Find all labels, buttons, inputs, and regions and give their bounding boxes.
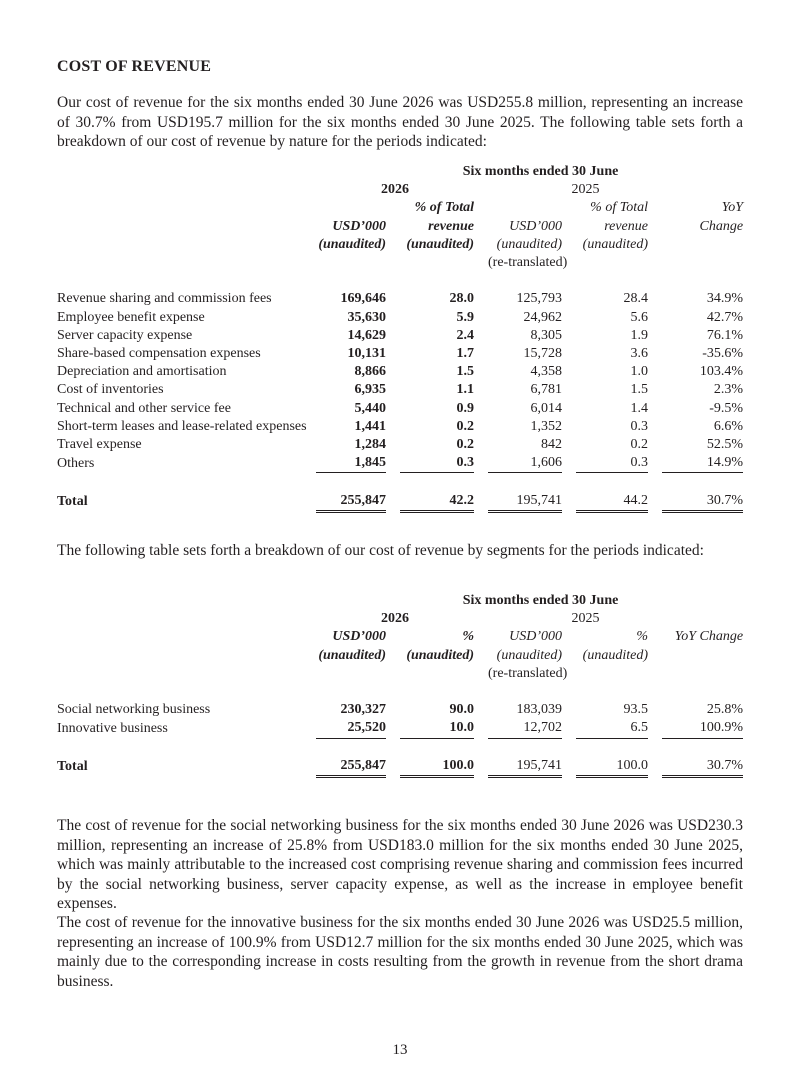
column-header bbox=[393, 254, 481, 272]
blank-cell bbox=[309, 473, 393, 492]
spacer-row bbox=[57, 473, 743, 492]
row-value: 35,630 bbox=[347, 309, 386, 325]
total-value: 195,741 bbox=[481, 757, 569, 777]
column-header-row bbox=[57, 236, 743, 254]
row-value: 1.7 bbox=[456, 346, 474, 362]
table-row bbox=[57, 290, 743, 308]
table-row bbox=[57, 309, 743, 327]
period-header: Six months ended 30 June bbox=[462, 164, 619, 179]
total-value: 30.7% bbox=[655, 492, 743, 512]
column-header bbox=[655, 254, 743, 272]
row-value: 125,793 bbox=[516, 291, 562, 307]
column-header: revenue bbox=[604, 218, 648, 234]
spacer-row bbox=[57, 738, 743, 757]
column-header: YoY Change bbox=[674, 629, 744, 645]
total-value: 44.2 bbox=[569, 492, 655, 512]
blank-cell bbox=[481, 738, 569, 757]
row-value: 4,358 bbox=[530, 364, 562, 380]
blank-cell bbox=[655, 272, 743, 290]
column-header: % of Total bbox=[414, 200, 474, 216]
column-header: (unaudited) bbox=[496, 647, 562, 663]
column-header: % of Total bbox=[590, 200, 648, 216]
row-label: Short-term leases and lease-related expenses bbox=[57, 418, 307, 434]
column-header bbox=[655, 647, 743, 665]
row-value: 183,039 bbox=[516, 702, 562, 718]
column-header: USD’000 bbox=[332, 629, 386, 645]
blank-cell bbox=[309, 683, 393, 701]
row-label: Technical and other service fee bbox=[57, 400, 231, 416]
table-row bbox=[57, 454, 743, 473]
row-value: 1.5 bbox=[456, 364, 474, 380]
total-value: 255,847 bbox=[309, 757, 393, 777]
column-header: (unaudited) bbox=[406, 647, 474, 663]
row-value: 0.2 bbox=[456, 437, 474, 453]
column-header bbox=[569, 254, 655, 272]
row-label: Server capacity expense bbox=[57, 327, 193, 343]
column-header: (unaudited) bbox=[496, 236, 562, 252]
table-row bbox=[57, 327, 743, 345]
row-value: 34.9% bbox=[706, 291, 744, 307]
blank-cell bbox=[57, 181, 309, 199]
blank-cell bbox=[57, 254, 309, 272]
row-value: 15,728 bbox=[523, 346, 562, 362]
column-header: Change bbox=[699, 218, 744, 234]
blank-cell bbox=[393, 272, 481, 290]
row-value: 28.0 bbox=[449, 291, 474, 307]
table-row bbox=[57, 418, 743, 436]
column-header: revenue bbox=[428, 218, 474, 234]
blank-cell bbox=[57, 199, 309, 217]
row-value: 0.3 bbox=[393, 454, 481, 473]
innovative-business-paragraph: The cost of revenue for the innovative business for the six months ended 30 June 2026 was USD25.5 million, representing an increase of 100.9% from USD12.7 million for the six months ended 30 June 2025, which was mainly due to the corresponding increase in costs resulting from the growth in revenue from the short drama business. bbox=[57, 914, 743, 990]
table-row bbox=[57, 436, 743, 454]
row-value: 1,441 bbox=[354, 418, 386, 434]
total-value: 100.0 bbox=[569, 757, 655, 777]
row-value: 1,352 bbox=[530, 418, 562, 434]
row-label: Share-based compensation expenses bbox=[57, 346, 261, 362]
row-value: 76.1% bbox=[706, 327, 744, 343]
year-header-row bbox=[57, 181, 743, 199]
blank-cell bbox=[569, 738, 655, 757]
row-value: 2.4 bbox=[456, 327, 474, 343]
column-header bbox=[481, 199, 569, 217]
column-header bbox=[309, 665, 393, 683]
row-value: 25,520 bbox=[309, 719, 393, 738]
row-value: 52.5% bbox=[706, 437, 744, 453]
total-label: Total bbox=[57, 759, 88, 775]
blank-cell bbox=[393, 683, 481, 701]
column-header: % bbox=[636, 629, 648, 645]
column-header: (unaudited) bbox=[406, 236, 474, 252]
row-value: 6.6% bbox=[713, 418, 744, 434]
row-value: 100.9% bbox=[655, 719, 743, 738]
row-label: Travel expense bbox=[57, 437, 142, 453]
total-value: 100.0 bbox=[393, 757, 481, 777]
blank-cell bbox=[57, 592, 309, 610]
row-value: 6.5 bbox=[569, 719, 655, 738]
spacer-row bbox=[57, 683, 743, 701]
row-value: -35.6% bbox=[702, 346, 744, 362]
blank-cell bbox=[481, 683, 569, 701]
row-value: 8,866 bbox=[354, 364, 386, 380]
segments-intro-paragraph: The following table sets forth a breakdown of our cost of revenue by segments for the periods indicated: bbox=[57, 542, 704, 559]
row-value: 90.0 bbox=[449, 702, 474, 718]
row-value: 6,781 bbox=[530, 382, 562, 398]
blank-cell bbox=[57, 218, 309, 236]
column-header-row bbox=[57, 218, 743, 236]
row-value: 8,305 bbox=[530, 327, 562, 343]
column-header: (unaudited) bbox=[318, 647, 386, 663]
total-value: 42.2 bbox=[393, 492, 481, 512]
blank-cell bbox=[57, 163, 309, 181]
blank-cell bbox=[57, 236, 309, 254]
row-value: 28.4 bbox=[623, 291, 648, 307]
row-value: -9.5% bbox=[709, 400, 744, 416]
row-value: 6,935 bbox=[354, 382, 386, 398]
total-label: Total bbox=[57, 494, 88, 510]
table-row bbox=[57, 719, 743, 738]
column-header: (unaudited) bbox=[582, 236, 648, 252]
row-label: Others bbox=[57, 455, 95, 471]
row-value: 14,629 bbox=[347, 327, 386, 343]
year-prior: 2025 bbox=[571, 182, 600, 198]
blank-cell bbox=[655, 473, 743, 492]
column-header bbox=[655, 665, 743, 683]
row-label: Social networking business bbox=[57, 702, 211, 718]
blank-cell bbox=[569, 272, 655, 290]
column-header: % bbox=[462, 629, 474, 645]
page-number: 13 bbox=[392, 1042, 408, 1058]
column-header: USD’000 bbox=[509, 629, 562, 645]
row-label: Cost of inventories bbox=[57, 382, 164, 398]
row-value: 1,606 bbox=[481, 454, 569, 473]
row-value: 3.6 bbox=[630, 346, 648, 362]
table-row bbox=[57, 363, 743, 381]
column-header: (re-translated) bbox=[488, 665, 568, 681]
total-value: 195,741 bbox=[481, 492, 569, 512]
row-value: 1,845 bbox=[309, 454, 393, 473]
row-value: 0.3 bbox=[569, 454, 655, 473]
row-value: 1.5 bbox=[630, 382, 648, 398]
total-row bbox=[57, 492, 743, 512]
row-value: 0.3 bbox=[630, 418, 648, 434]
row-value: 24,962 bbox=[523, 309, 562, 325]
total-value: 255,847 bbox=[309, 492, 393, 512]
table-row bbox=[57, 701, 743, 719]
row-value: 93.5 bbox=[623, 702, 648, 718]
row-value: 1.9 bbox=[630, 327, 648, 343]
period-header: Six months ended 30 June bbox=[462, 593, 619, 608]
section-heading: COST OF REVENUE bbox=[57, 58, 212, 75]
row-value: 10.0 bbox=[393, 719, 481, 738]
column-header: (unaudited) bbox=[318, 236, 386, 252]
blank-cell bbox=[57, 628, 309, 646]
blank-cell bbox=[57, 272, 309, 290]
row-value: 1.0 bbox=[630, 364, 648, 380]
column-header-row bbox=[57, 628, 743, 646]
intro-paragraph: Our cost of revenue for the six months ended 30 June 2026 was USD255.8 million, representing an increase of 30.7% from USD195.7 million for the six months ended 30 June 2025. The following table sets forth a breakdown of our cost of revenue by nature for the periods indicated: bbox=[57, 94, 743, 150]
blank-cell bbox=[57, 738, 309, 757]
blank-cell bbox=[393, 738, 481, 757]
blank-cell bbox=[57, 683, 309, 701]
year-prior: 2025 bbox=[571, 611, 600, 627]
row-value: 42.7% bbox=[706, 309, 744, 325]
column-header bbox=[309, 199, 393, 217]
row-value: 6,014 bbox=[530, 400, 562, 416]
row-value: 5,440 bbox=[354, 400, 386, 416]
table-row bbox=[57, 345, 743, 363]
blank-cell bbox=[57, 665, 309, 683]
table-row bbox=[57, 400, 743, 418]
column-header: USD’000 bbox=[509, 218, 562, 234]
row-value: 1.1 bbox=[456, 382, 474, 398]
blank-cell bbox=[569, 473, 655, 492]
spacer-row bbox=[57, 272, 743, 290]
row-value: 0.2 bbox=[630, 437, 648, 453]
cost-by-nature-table bbox=[57, 163, 743, 513]
column-header-row bbox=[57, 254, 743, 272]
period-header-row bbox=[57, 163, 743, 181]
cost-by-segment-table bbox=[57, 592, 743, 778]
total-row bbox=[57, 757, 743, 777]
column-header: (re-translated) bbox=[488, 255, 568, 271]
column-header bbox=[393, 665, 481, 683]
row-value: 169,646 bbox=[340, 291, 386, 307]
column-header: USD’000 bbox=[332, 218, 386, 234]
year-current: 2026 bbox=[381, 182, 409, 198]
blank-cell bbox=[481, 272, 569, 290]
column-header: YoY bbox=[721, 200, 744, 216]
row-value: 2.3% bbox=[713, 382, 744, 398]
row-value: 230,327 bbox=[340, 702, 386, 718]
column-header: (unaudited) bbox=[582, 647, 648, 663]
blank-cell bbox=[655, 738, 743, 757]
blank-cell bbox=[393, 473, 481, 492]
column-header-row bbox=[57, 199, 743, 217]
blank-cell bbox=[309, 272, 393, 290]
column-header bbox=[655, 236, 743, 254]
blank-cell bbox=[57, 473, 309, 492]
row-label: Innovative business bbox=[57, 720, 168, 736]
row-value: 5.6 bbox=[630, 309, 648, 325]
column-header-row bbox=[57, 665, 743, 683]
row-value: 0.2 bbox=[456, 418, 474, 434]
period-header-row bbox=[57, 592, 743, 610]
column-header bbox=[309, 254, 393, 272]
row-value: 14.9% bbox=[655, 454, 743, 473]
column-header-row bbox=[57, 647, 743, 665]
blank-cell bbox=[481, 473, 569, 492]
table-row bbox=[57, 381, 743, 399]
row-value: 12,702 bbox=[481, 719, 569, 738]
row-value: 1.4 bbox=[630, 400, 648, 416]
blank-cell bbox=[569, 683, 655, 701]
blank-cell bbox=[655, 683, 743, 701]
column-header bbox=[569, 665, 655, 683]
row-value: 25.8% bbox=[706, 702, 744, 718]
year-current: 2026 bbox=[381, 611, 409, 627]
blank-cell bbox=[57, 647, 309, 665]
row-value: 5.9 bbox=[456, 309, 474, 325]
blank-cell bbox=[57, 610, 309, 628]
row-label: Depreciation and amortisation bbox=[57, 364, 227, 380]
social-networking-paragraph: The cost of revenue for the social networking business for the six months ended 30 June 2026 was USD230.3 million, representing an increase of 25.8% from USD183.0 million for the six months ended 30 June 2025, which was mainly attributable to the increased cost comprising revenue sharing and commission fees incurred by the social networking business, server capacity expense, as well as the increase in employee benefit expenses. bbox=[57, 817, 743, 912]
row-label: Employee benefit expense bbox=[57, 309, 205, 325]
row-value: 1,284 bbox=[354, 437, 386, 453]
year-header-row bbox=[57, 610, 743, 628]
row-value: 842 bbox=[541, 437, 562, 453]
row-value: 10,131 bbox=[347, 346, 386, 362]
row-value: 103.4% bbox=[699, 364, 744, 380]
row-label: Revenue sharing and commission fees bbox=[57, 291, 272, 307]
row-value: 0.9 bbox=[456, 400, 474, 416]
total-value: 30.7% bbox=[655, 757, 743, 777]
blank-cell bbox=[309, 738, 393, 757]
